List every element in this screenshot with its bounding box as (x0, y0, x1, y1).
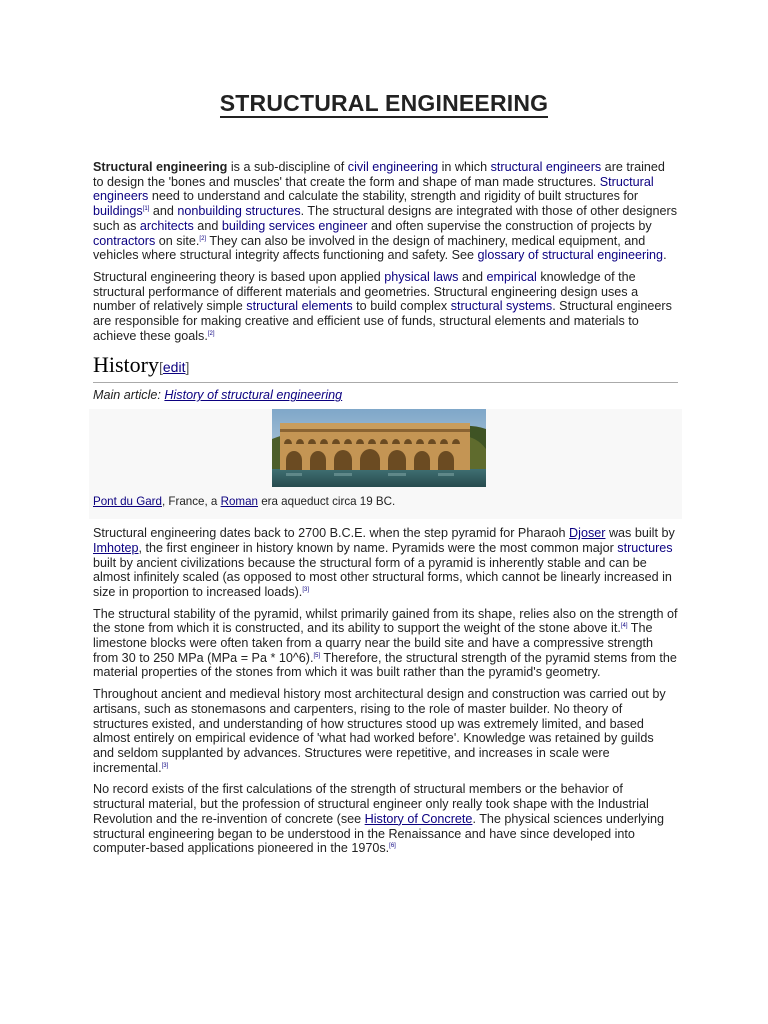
main-article-label: Main article: (93, 388, 165, 403)
text-span: . (663, 248, 667, 263)
text-span: and often supervise the construction of projects by (367, 218, 652, 233)
text-span: Structural engineering theory is based upon applied (93, 269, 385, 284)
text-span: on site. (155, 233, 200, 248)
article-content (93, 160, 678, 863)
intro-paragraph-2 (93, 270, 678, 344)
intro-paragraph-1 (93, 160, 678, 263)
bracket-open: [ (159, 359, 163, 376)
pont-du-gard-image[interactable] (272, 409, 486, 487)
text-span: Structural engineering dates back to 2700 B.C.E. when the step pyramid for Pharaoh (93, 526, 570, 541)
bold-term: Structural engineering (93, 160, 228, 174)
text-span: The limestone blocks were often taken from a quarry near the build site and have a compressive strength from 30 to 250 MPa (MPa = Pa * 10^6). (93, 621, 654, 665)
link-architects[interactable]: architects (139, 218, 194, 233)
text-span: . Structural engineers are responsible for making creative and efficient use of funds, structural elements and materials to achieve these goals. (93, 299, 672, 343)
link-structural-systems[interactable]: structural systems (450, 299, 553, 314)
text-span: No record exists of the first calculations of the strength of structural members or the behavior of structural material, but the profession of structural engineer only really took shape with the Industrial Revolution and the re-invention of concrete (see (93, 782, 649, 826)
text-span: Therefore, the structural strength of the pyramid stems from the material properties of the stones from which it was built rather than the pyramid's geometry. (93, 650, 677, 680)
text-span: . The structural designs are integrated with those of other designers such as (93, 204, 678, 233)
text-span: need to understand and calculate the stability, strength and rigidity of built structures for (148, 189, 639, 204)
reference-3[interactable]: [3] (302, 586, 309, 593)
edit-link-wrapper (159, 359, 189, 375)
text-span: , the first engineer in history known by name. Pyramids were the most common major (138, 540, 618, 555)
text-span: era aqueduct circa 19 BC. (257, 495, 396, 509)
link-civil-engineering[interactable]: civil engineering (347, 160, 439, 174)
link-structural-engineers[interactable]: structural engineers (490, 160, 602, 174)
edit-link[interactable]: edit (162, 359, 186, 376)
link-structures[interactable]: structures (617, 540, 673, 555)
link-structural-elements[interactable]: structural elements (246, 299, 353, 314)
history-paragraph-3 (93, 687, 678, 775)
link-roman[interactable]: Roman (220, 495, 258, 509)
text-span: and (149, 204, 178, 219)
text-span: The structural stability of the pyramid, whilst primarily gained from its shape, relies also on the strength of the stone from which it is constructed, and its ability to support the weight of the stone above it. (93, 606, 678, 636)
text-span: . The physical sciences underlying structural engineering began to be understood in the Renaissance and have since developed into computer-based applications pioneered in the 1970s. (93, 811, 665, 856)
figure-box (89, 409, 682, 519)
figure-caption (93, 495, 395, 510)
reference-6[interactable]: [6] (389, 843, 396, 850)
link-empirical[interactable]: empirical (486, 269, 537, 284)
link-imhotep[interactable]: Imhotep (93, 540, 139, 555)
link-contractors[interactable]: contractors (93, 233, 156, 248)
reference-2[interactable]: [2] (199, 235, 207, 242)
bracket-close: ] (185, 359, 190, 376)
reference-3[interactable]: [3] (161, 762, 169, 769)
link-building-services-engineer[interactable]: building services engineer (221, 218, 368, 233)
document-title-text: STRUCTURAL ENGINEERING (219, 90, 549, 116)
text-span: and (193, 218, 222, 233)
link-structural-engineers-2[interactable]: Structural engineers (93, 174, 654, 204)
link-physical-laws[interactable]: physical laws (384, 269, 459, 284)
reference-1[interactable]: [1] (142, 205, 150, 212)
text-span: , France, a (161, 495, 221, 509)
link-nonbuilding-structures[interactable]: nonbuilding structures (177, 204, 301, 219)
text-span: are trained to design the 'bones and muscles' that create the form and shape of man made structures. (93, 160, 665, 189)
history-paragraph-4 (93, 782, 678, 856)
link-history-of-concrete[interactable]: History of Concrete (364, 811, 473, 826)
text-span: and (458, 269, 487, 284)
text-span: Throughout ancient and medieval history most architectural design and construction was carried out by artisans, such as stonemasons and carpenters, rising to the role of master builder. No theory of structures existed, and understanding of how structures stood up was extremely limited, and based almost entirely on empirical evidence of 'what had worked before'. Knowledge was retained by guilds and seldom supplanted by advances. Structures were repetitive, and increases in scale were incremental. (93, 687, 666, 775)
text-span: in which (438, 160, 491, 174)
reference-4[interactable]: [4] (620, 623, 628, 630)
link-pont-du-gard[interactable]: Pont du Gard (93, 495, 162, 509)
heading-text: History (93, 352, 159, 378)
reference-2[interactable]: [2] (207, 330, 215, 337)
link-djoser[interactable]: Djoser (569, 526, 606, 541)
text-span: knowledge of the structural performance of different materials and geometries. Structural engineering design uses a number of relatively simple (93, 269, 639, 314)
history-paragraph-1 (93, 526, 678, 600)
text-span: built by ancient civilizations because the structural form of a pyramid is inherently stable and can be almost infinitely scaled (as opposed to most other structural forms, which cannot be linearly increased in size in proportion to increased loads). (93, 555, 672, 599)
text-span: They can also be involved in the design of machinery, medical equipment, and vehicles where structural integrity affects functioning and safety. See (93, 233, 646, 263)
section-heading-history (93, 353, 678, 383)
text-span: was built by (605, 526, 675, 541)
link-glossary[interactable]: glossary of structural engineering (477, 248, 664, 263)
link-buildings[interactable]: buildings (93, 204, 143, 219)
main-article-note (93, 388, 678, 403)
reference-5[interactable]: [5] (313, 652, 321, 659)
aqueduct-illustration (272, 409, 486, 487)
text-span: is a sub-discipline of (227, 160, 348, 174)
link-history-of-structural-engineering[interactable]: History of structural engineering (164, 388, 343, 403)
history-paragraph-2 (93, 607, 678, 681)
text-span: to build complex (352, 299, 451, 314)
document-title (0, 90, 768, 117)
